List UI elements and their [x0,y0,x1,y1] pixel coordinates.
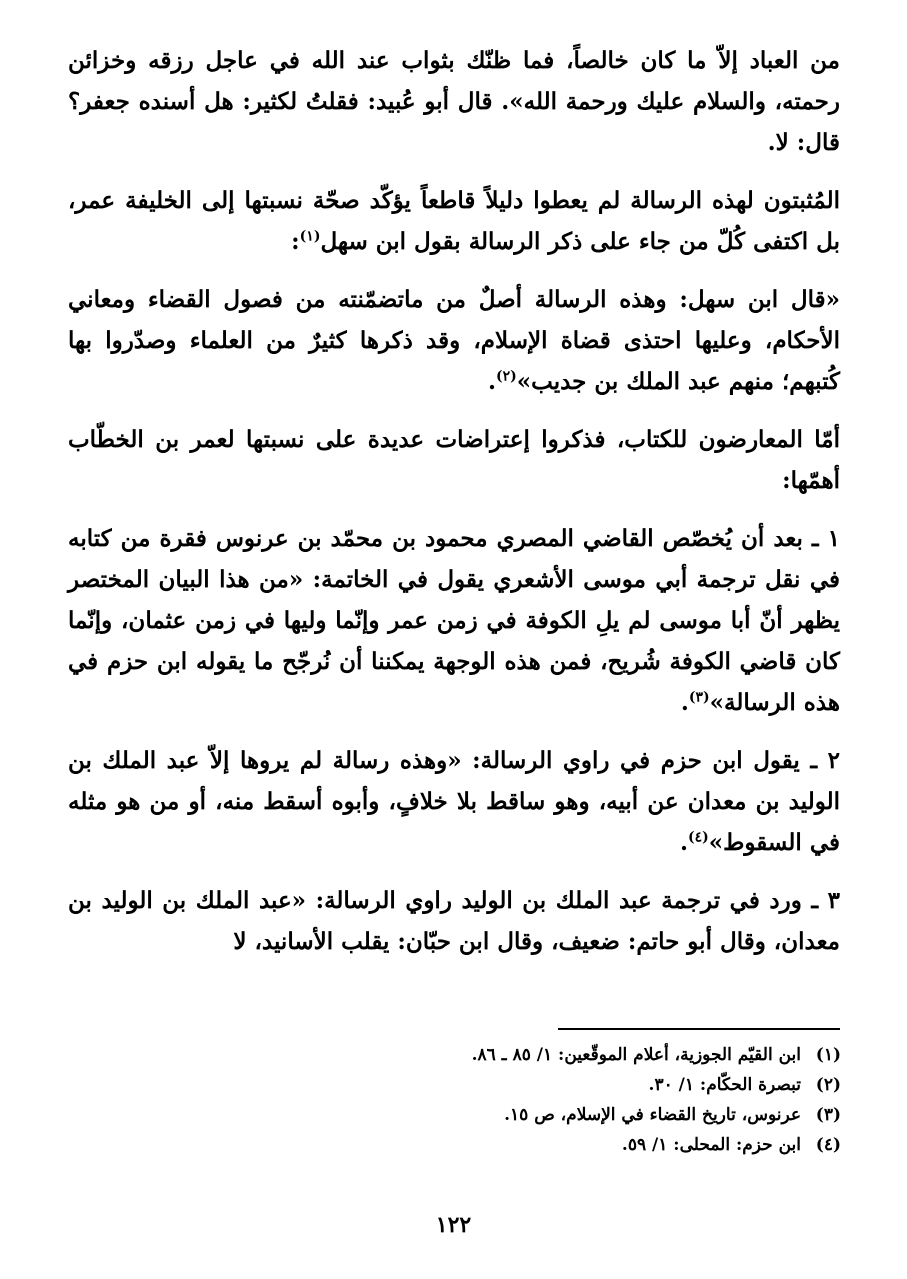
paragraph-4 [68,419,840,501]
text-line: الأحكام، وعليها احتذى قضاة الإسلام، وقد ذكرها كثيرٌ من العلماء وصدّروا بها [68,327,840,354]
footnote-text: ابن حزم: المحلى: ١/ ٥٩. [621,1135,801,1155]
footnote-item [341,1040,841,1070]
footnote-ref: (٣) [688,689,710,706]
text-line: «قال ابن سهل: وهذه الرسالة أصلٌ من ماتضمّنته من فصول القضاء ومعاني [68,286,840,313]
paragraph-6 [68,740,840,863]
footnote-ref: (١) [299,228,321,245]
footnote-ref: (٢) [495,368,517,385]
footnote-ref: (٤) [687,829,709,846]
text-line: الوليد بن معدان، وقال أبو حاتم: ضعيف، وقال ابن حبّان: يقلب الأسانيد، لا [68,887,840,955]
footnote-item [341,1130,841,1160]
footnote-number: (٣) [815,1105,841,1125]
text-line: كتابه في نقل ترجمة أبي موسى الأشعري يقول في الخاتمة: «من هذا البيان [68,525,840,593]
text-line: ابن حزم في هذه الرسالة» [68,648,840,716]
text-line: رحمته، والسلام عليك ورحمة الله». قال أبو عُبيد: فقلتُ لكثير: هل أسنده [138,88,840,115]
footnote-item [341,1100,841,1130]
paragraph-3 [68,279,840,402]
text-line: من العباد إلاّ ما كان خالصاً، فما ظنّك بثواب عند الله في عاجل رزقه وخزائن [68,47,840,74]
text-line: المُثبتون لهذه الرسالة لم يعطوا دليلاً قاطعاً يؤكّد صحّة نسبتها إلى الخليفة [125,187,840,214]
footnote-item [341,1070,841,1100]
text-tail: : [291,228,300,255]
text-line: ٣ ـ ورد في ترجمة عبد الملك بن الوليد راوي الرسالة: «عبد الملك بن [162,887,840,914]
text-line: ١ ـ بعد أن يُخصّص القاضي المصري محمود بن محمّد بن عرنوس فقرة من [120,525,841,552]
text-tail: . [487,368,496,395]
paragraph-2 [68,180,840,262]
text-line: الخطّاب أهمّها: [68,426,840,494]
text-line: أو من هو مثله في السقوط» [68,788,840,856]
footnote-number: (٤) [815,1135,841,1155]
text-tail: . [679,829,688,856]
footnotes [341,1040,841,1160]
text-line: عبد الملك بن الوليد بن معدان عن أبيه، وهو ساقط بلا خلافٍ، وأبوه أسقط منه، [68,747,840,815]
footnote-text: تبصرة الحكّام: ١/ ٣٠. [648,1075,801,1095]
footnote-text: عرنوس، تاريخ القضاء في الإسلام، ص ١٥. [504,1105,801,1125]
text-line: المختصر يظهر أنّ أبا موسى لم يلِ الكوفة في زمن عمر وإنّما وليها في زمن [68,566,841,634]
paragraph-5 [68,518,840,723]
text-line: عثمان، وإنّما كان قاضي الكوفة شُريح، فمن هذه الوجهة يمكننا أن نُرجّح ما يقوله [68,607,840,675]
text-line: عمر، بل اكتفى كُلّ من جاء على ذكر الرسالة بقول ابن سهل [68,187,840,255]
text-line: جعفر؟ قال: لا. [68,88,840,156]
footnote-number: (٢) [815,1075,841,1095]
text-tail: . [680,689,689,716]
main-text [68,40,840,962]
paragraph-7 [68,880,840,962]
text-line: كُتبهم؛ منهم عبد الملك بن جديب» [516,368,840,395]
footnote-number: (١) [815,1045,841,1065]
footnote-separator [558,1028,840,1030]
paragraph-1 [68,40,840,163]
text-line: ٢ ـ يقول ابن حزم في راوي الرسالة: «وهذه رسالة لم يروها إلاّ [209,747,840,774]
text-line: أمّا المعارضون للكتاب، فذكروا إعتراضات عديدة على نسبتها لعمر بن [155,426,840,453]
footnote-text: ابن القيّم الجوزية، أعلام الموقّعين: ١/ ٨٥ ـ ٨٦. [471,1045,801,1065]
page-number: ١٢٢ [435,1212,472,1238]
